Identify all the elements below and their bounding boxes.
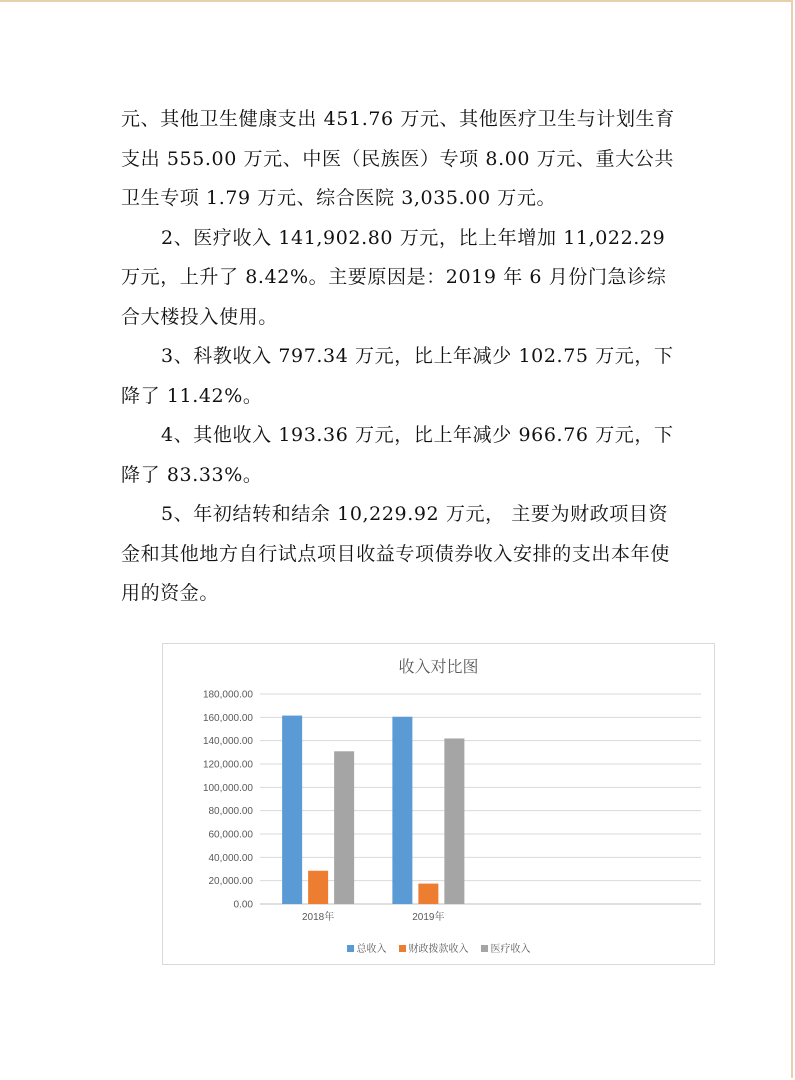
legend-item (481, 940, 531, 955)
legend-label: 财政拨款收入 (408, 944, 469, 955)
chart-plot (163, 644, 714, 934)
legend-label: 总收入 (356, 944, 387, 955)
legend-swatch (347, 945, 354, 952)
paragraph-4: 4、其他收入 193.36 万元，比上年减少 966.76 万元，下降了 83.33%。 (121, 424, 674, 486)
legend-item (347, 940, 387, 955)
y-tick-label: 140,000.00 (202, 736, 253, 748)
y-tick-label: 160,000.00 (202, 712, 253, 724)
paragraph-5: 5、年初结转和结余 10,229.92 万元， 主要为财政项目资金和其他地方自行试点项目收益专项债券收入安排的支出本年使用的资金。 (121, 503, 670, 604)
y-tick-label: 180,000.00 (202, 689, 253, 701)
y-tick-label: 120,000.00 (202, 759, 253, 771)
paragraph-1: 元、其他卫生健康支出 451.76 万元、其他医疗卫生与计划生育支出 555.00 万元、中医（民族医）专项 8.00 万元、重大公共卫生专项 1.79 万元、综合医院 3,035.00 万元。 (121, 108, 675, 209)
y-tick-label: 20,000.00 (208, 876, 253, 888)
chart-title: 收入对比图 (398, 657, 479, 676)
bar-1-1 (282, 716, 302, 904)
bar-3-2 (444, 738, 464, 904)
paragraph-2: 2、医疗收入 141,902.80 万元，比上年增加 11,022.29 万元，上升了 8.42%。主要原因是：2019 年 6 月份门急诊综合大楼投入使用。 (121, 226, 667, 328)
paragraph-3: 3、科教收入 797.34 万元，比上年减少 102.75 万元，下降了 11.42%。 (121, 345, 674, 407)
bar-3-1 (334, 751, 354, 904)
legend-swatch (399, 945, 406, 952)
chart-legend (163, 940, 714, 955)
y-tick-label: 0.00 (233, 899, 253, 911)
bar-1-2 (392, 717, 412, 904)
body-text (121, 100, 681, 614)
y-tick-label: 60,000.00 (208, 829, 253, 841)
legend-label: 医疗收入 (490, 944, 531, 955)
x-tick-label: 2018年 (302, 912, 335, 923)
legend-swatch (481, 945, 488, 952)
y-tick-label: 100,000.00 (202, 782, 253, 794)
y-tick-label: 40,000.00 (208, 852, 253, 864)
legend-item (399, 940, 469, 955)
bar-2-2 (418, 884, 438, 904)
x-tick-label: 2019年 (412, 912, 445, 923)
bar-2-1 (308, 871, 328, 904)
y-tick-label: 80,000.00 (208, 806, 253, 818)
income-comparison-chart (162, 643, 715, 965)
